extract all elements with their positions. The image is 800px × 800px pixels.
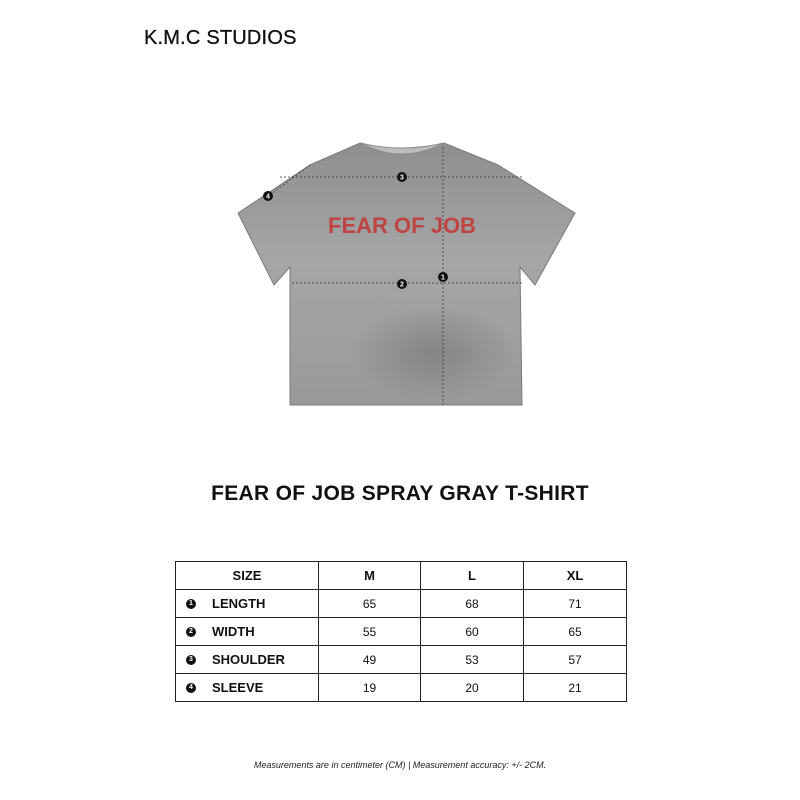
print-text: FEAR OF JOB <box>328 213 476 238</box>
cell-value: 53 <box>421 646 524 674</box>
cell-value: 20 <box>421 674 524 702</box>
marker-4 <box>263 191 273 201</box>
row-label-width: 2 WIDTH <box>176 618 319 646</box>
header-size: SIZE <box>176 562 319 590</box>
row-label-sleeve: 4 SLEEVE <box>176 674 319 702</box>
svg-text:1: 1 <box>441 274 445 282</box>
table-row <box>176 646 627 674</box>
brand-logo: K.M.C STUDIOS <box>144 27 297 49</box>
header-l: L <box>421 562 524 590</box>
svg-text:2: 2 <box>400 281 404 289</box>
number-badge-icon: 1 <box>186 599 196 609</box>
header-m: M <box>319 562 421 590</box>
cell-value: 68 <box>421 590 524 618</box>
svg-text:4: 4 <box>266 193 270 201</box>
table-row <box>176 618 627 646</box>
cell-value: 65 <box>524 618 627 646</box>
header-xl: XL <box>524 562 627 590</box>
row-label-length: 1 LENGTH <box>176 590 319 618</box>
measurement-note: Measurements are in centimeter (CM) | Measurement accuracy: +/- 2CM. <box>253 760 547 770</box>
product-image <box>230 135 580 415</box>
cell-value: 21 <box>524 674 627 702</box>
cell-value: 71 <box>524 590 627 618</box>
cell-value: 60 <box>421 618 524 646</box>
cell-value: 57 <box>524 646 627 674</box>
cell-value: 49 <box>319 646 421 674</box>
svg-text:3: 3 <box>400 174 404 182</box>
table-row <box>176 590 627 618</box>
product-title: FEAR OF JOB SPRAY GRAY T-SHIRT <box>211 482 589 505</box>
table-row <box>176 674 627 702</box>
marker-3 <box>397 172 407 182</box>
size-chart-table <box>175 561 627 702</box>
tshirt-illustration <box>230 135 580 415</box>
cell-value: 55 <box>319 618 421 646</box>
number-badge-icon: 2 <box>186 627 196 637</box>
marker-1 <box>438 272 448 282</box>
marker-2 <box>397 279 407 289</box>
number-badge-icon: 3 <box>186 655 196 665</box>
number-badge-icon: 4 <box>186 683 196 693</box>
row-label-shoulder: 3 SHOULDER <box>176 646 319 674</box>
table-header-row <box>176 562 627 590</box>
cell-value: 65 <box>319 590 421 618</box>
cell-value: 19 <box>319 674 421 702</box>
